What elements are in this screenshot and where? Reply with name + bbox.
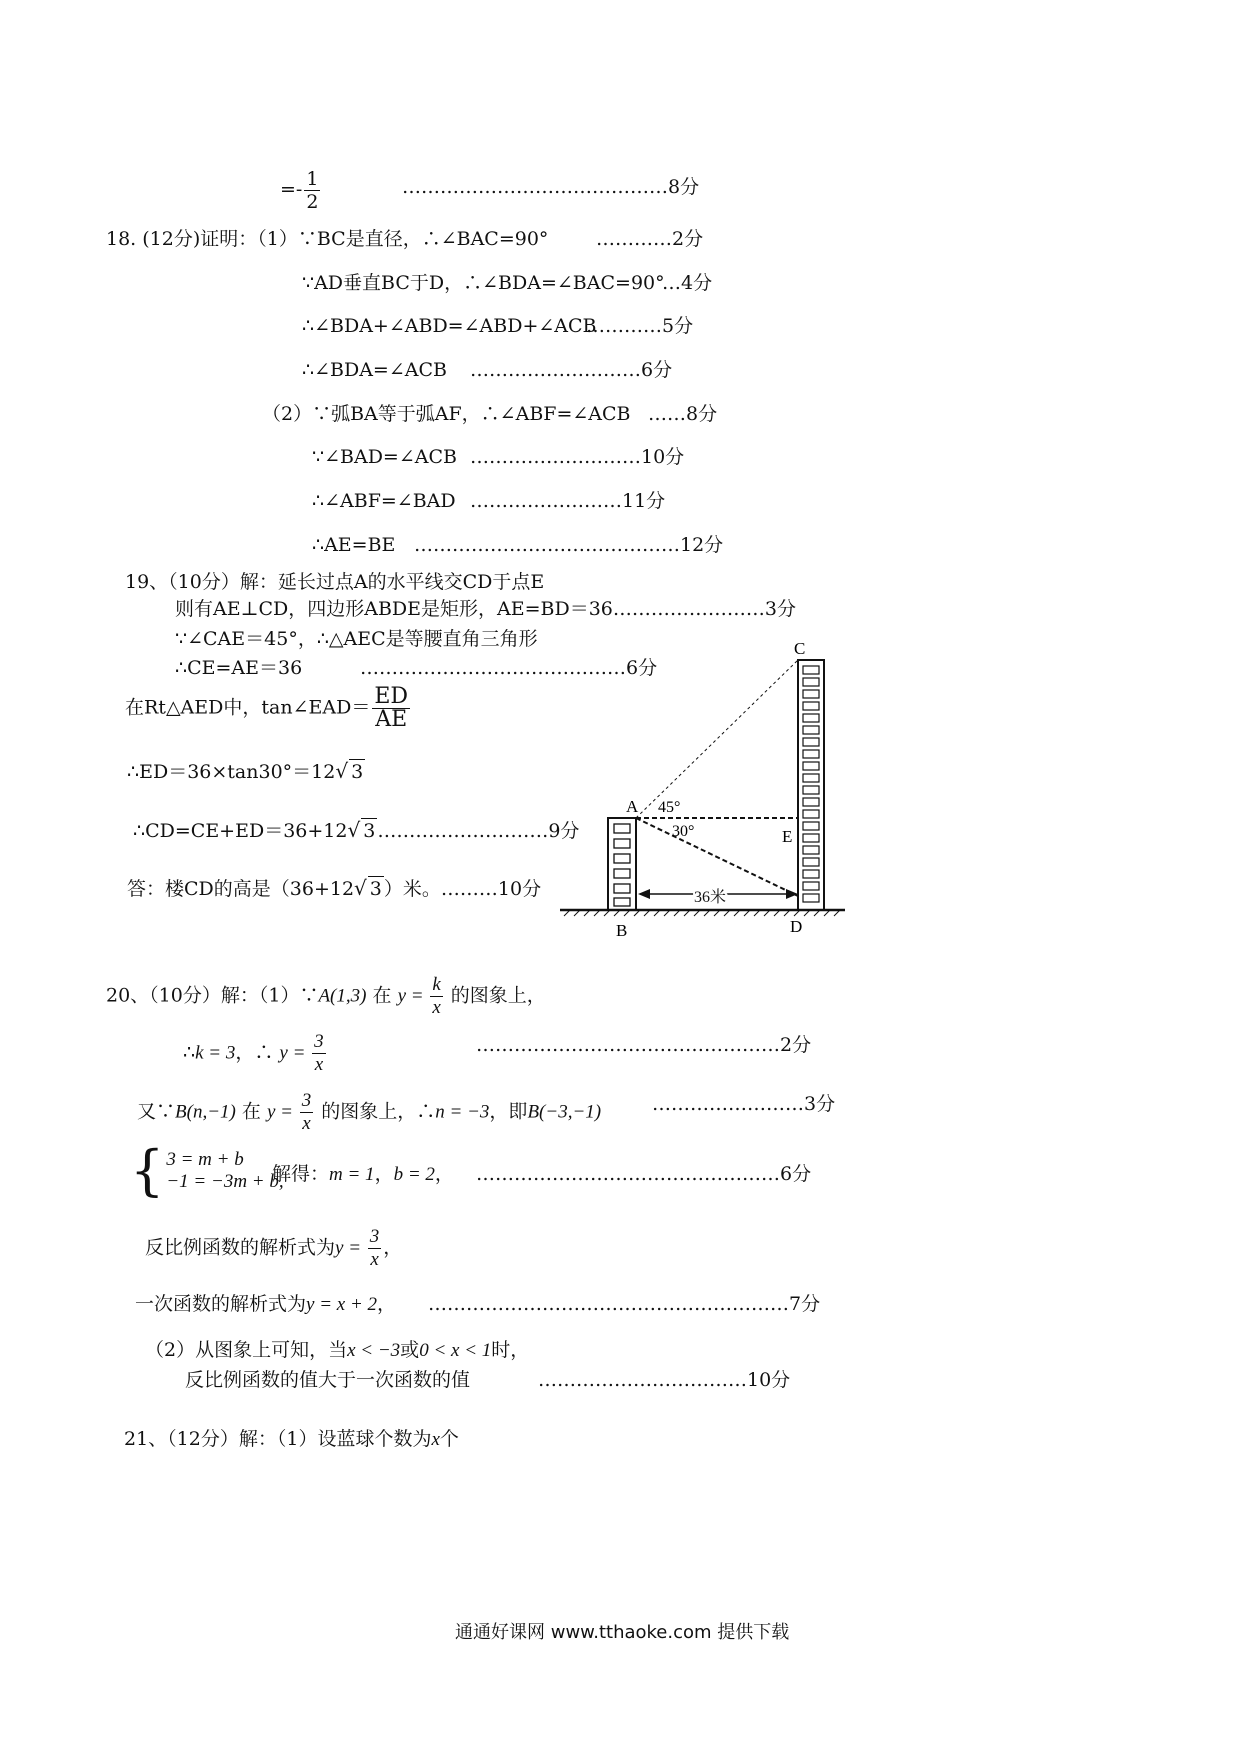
- q19-answer: 答：楼CD的高是（36+12√ 3 ）米。………10分: [127, 876, 542, 900]
- line-ad: [636, 818, 798, 896]
- q18-line-1: 18. (12分)证明：（1）∵BC是直径，∴∠BAC=90°: [106, 228, 549, 250]
- q18-line-7: ∴∠ABF=∠BAD: [312, 490, 456, 512]
- q20-line-7: （2）从图象上可知，当x < −3或0 < x < 1时，: [145, 1339, 530, 1361]
- q20-score-8: ……………………………10分: [538, 1369, 791, 1391]
- q19-line-2: 则有AE⊥CD，四边形ABDE是矩形，AE=BD＝36……………………3分: [175, 598, 796, 620]
- building-figure: [560, 640, 860, 950]
- arrow-head-right: [786, 889, 798, 899]
- label-c: C: [794, 640, 806, 658]
- q18-line-5: （2）∵弧BA等于弧AF，∴∠ABF=∠ACB: [262, 403, 631, 425]
- building-cd-windows: [803, 666, 819, 902]
- q20-score-6: …………………………………………………7分: [428, 1293, 821, 1315]
- arrow-head-left: [638, 889, 650, 899]
- q18-score-5: ……8分: [648, 403, 718, 425]
- q18-score-3: …………5分: [586, 315, 694, 337]
- q20-line-8: 反比例函数的值大于一次函数的值: [185, 1369, 471, 1391]
- q18-score-2: …4分: [662, 272, 713, 294]
- q18-score-4: ………………………6分: [470, 359, 673, 381]
- label-distance: 36米: [694, 889, 727, 906]
- q20-system: { 3 = m + b −1 = −3m + b,: [130, 1139, 284, 1202]
- q21-line-1: 21、（12分）解：（1）设蓝球个数为x个: [124, 1428, 459, 1450]
- footer-credit: 通通好课网 www.tthaoke.com 提供下载: [455, 1622, 790, 1643]
- label-angle-45: 45°: [658, 799, 681, 816]
- score-line: ……………………………………8分: [402, 176, 700, 198]
- label-b: B: [616, 921, 628, 940]
- q19-line-4: ∴CE=AE＝36: [175, 657, 303, 679]
- q20-line-2: ∴k = 3，∴ y = $\frac{3}{x}$: [183, 1031, 324, 1075]
- q20-score-4: …………………………………………6分: [476, 1163, 812, 1185]
- building-ab: [608, 818, 636, 910]
- q20-score-2: …………………………………………2分: [476, 1034, 812, 1056]
- q20-line-6: 一次函数的解析式为y = x + 2，: [135, 1293, 397, 1315]
- q18-line-6: ∵∠BAD=∠ACB: [312, 446, 457, 468]
- q19-line-3: ∵∠CAE＝45°，∴△AEC是等腰直角三角形: [175, 628, 538, 650]
- label-e: E: [782, 827, 793, 846]
- q18-line-3: ∴∠BDA+∠ABD=∠ABD+∠ACB: [302, 315, 597, 337]
- q18-score-6: ………………………10分: [470, 446, 685, 468]
- q18-line-4: ∴∠BDA=∠ACB: [302, 359, 447, 381]
- result-line: =- $\frac{1}{2}$: [280, 168, 319, 213]
- q20-line-1: 20、（10分）解：（1）∵A(1,3) 在 y = $\frac{k}{x}$ 的图象上，: [106, 974, 546, 1018]
- brace-icon: {: [130, 1139, 165, 1202]
- q18-line-2: ∵AD垂直BC于D，∴∠BDA=∠BAC=90°: [302, 272, 665, 294]
- q19-line-1: 19、（10分）解：延长过点A的水平线交CD于点E: [125, 571, 545, 593]
- q20-score-3: ……………………3分: [652, 1093, 836, 1115]
- q19-line-6: ∴ED＝36×tan30°＝12√ 3: [127, 759, 364, 783]
- q20-line-4: 解得：m = 1，b = 2，: [272, 1163, 454, 1185]
- q19-line-7: ∴CD=CE+ED＝36+12√ 3 ………………………9分: [133, 818, 580, 842]
- label-d: D: [790, 917, 803, 936]
- label-a: A: [626, 797, 639, 816]
- building-ab-windows: [614, 824, 630, 906]
- q18-score-8: ……………………………………12分: [414, 534, 724, 556]
- q19-line-5: 在Rt△AED中，tan∠EAD＝ $\frac{ED}{AE}$: [125, 684, 409, 732]
- q19-score-4: ……………………………………6分: [360, 657, 658, 679]
- line-ac: [636, 660, 798, 818]
- q18-line-8: ∴AE=BE: [312, 534, 396, 556]
- q18-score-1: …………2分: [596, 228, 704, 250]
- q20-line-3: 又∵B(n,−1) 在 y = $\frac{3}{x}$ 的图象上，∴n = −3，即B(−3,−1): [137, 1090, 602, 1134]
- q20-line-5: 反比例函数的解析式为y = $\frac{3}{x}$ ，: [145, 1226, 403, 1270]
- q18-score-7: ……………………11分: [470, 490, 666, 512]
- label-angle-30: 30°: [672, 823, 695, 840]
